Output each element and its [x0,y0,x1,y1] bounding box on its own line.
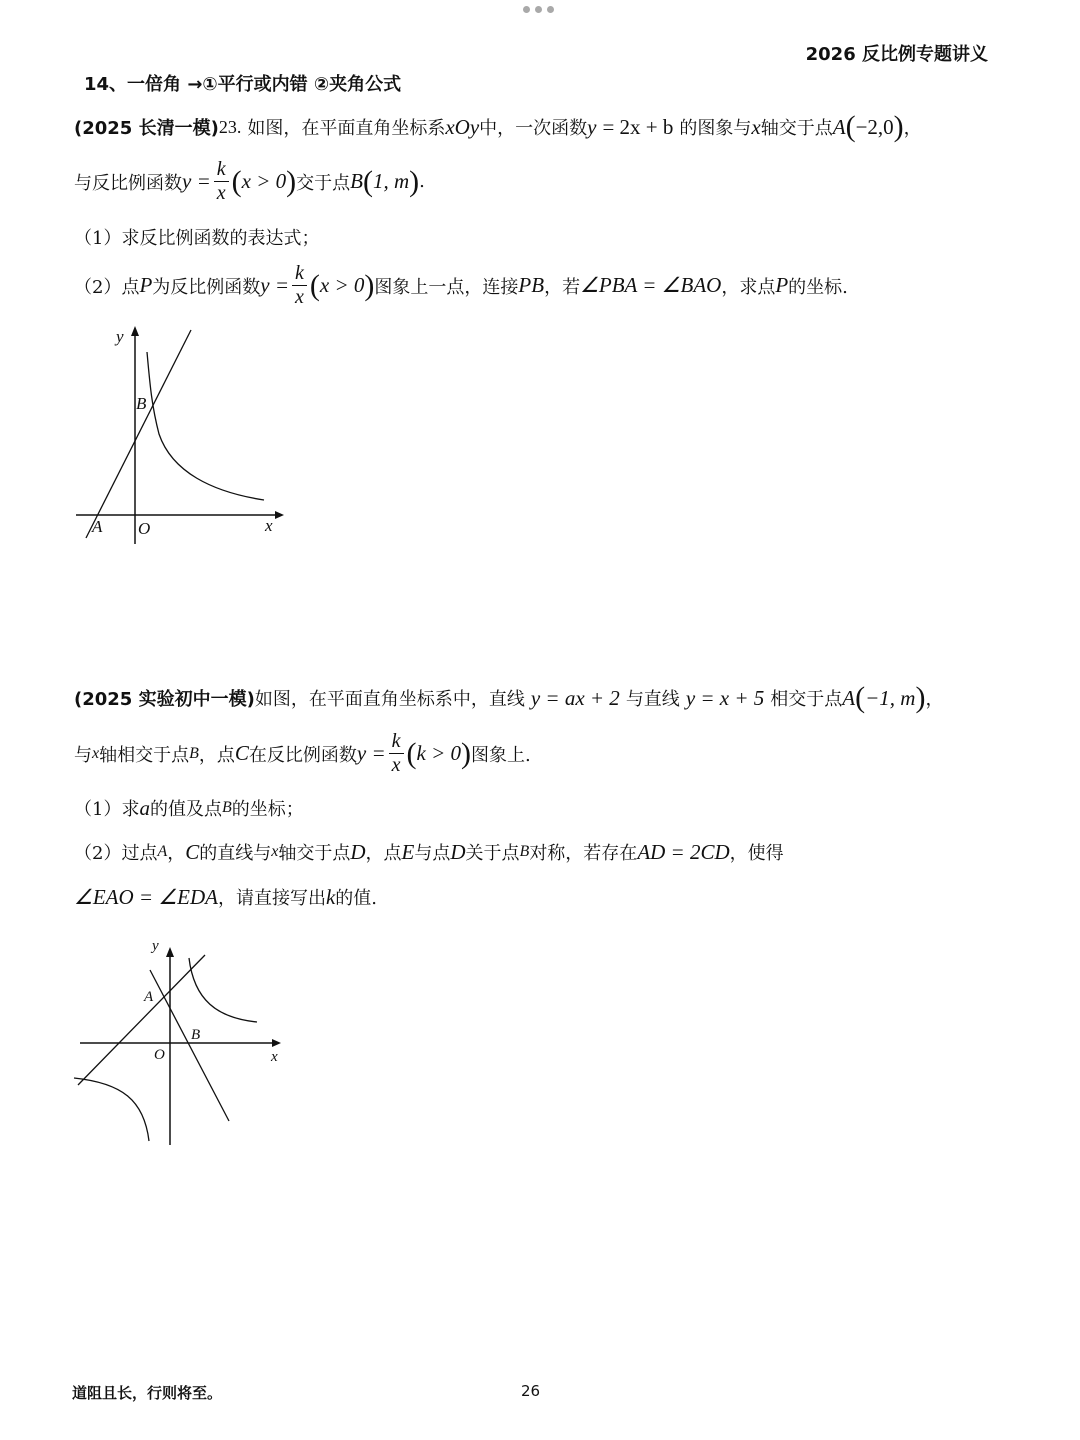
math-coord-system: xOy [445,114,480,139]
problem2-question2-cont [74,884,377,910]
math-point: C [234,741,249,765]
x-axis-label: x [265,516,273,535]
math-point: B [189,744,199,762]
y-axis-label: y [152,938,159,954]
problem1-question2: （2）点 P 为反比例函数 y = $\frac{k}{x}$ ( x > 0 ) 图象上一点，连接 PB ，若 ∠PBA = ∠BAO ，求点 P 的坐标. [74,262,848,308]
math-point-value: −2,0 [855,114,894,139]
point-a-label: A [92,517,103,536]
text: 对称，若存在 [529,843,638,864]
point-b-label: B [191,1027,201,1043]
math-fraction [292,262,307,309]
math-var: y = [260,273,290,297]
footer-motto: 道阻且长，行则将至。 [72,1384,223,1402]
math-point: B [350,169,363,193]
math-point-value: −1, m [865,685,916,710]
math-point: P [775,273,789,297]
text: ， [925,689,944,710]
text: ， [903,118,922,139]
math-var: y [587,114,597,139]
page-number: 26 [521,1382,541,1400]
problem2-source: (2025 实验初中一模) [74,689,255,710]
more-options-icon[interactable] [523,6,554,13]
hyperbola-branch-q3 [74,1078,149,1141]
math-point: B [519,843,530,860]
math-var: y = [182,169,211,193]
y-axis-arrow-icon [166,947,174,957]
text: 的坐标； [231,799,304,820]
text: 图象上. [471,744,531,766]
text: 为反比例函数 [152,276,261,298]
math-point: C [185,839,200,864]
math-condition: x > 0 [319,273,365,297]
text: 的坐标. [788,276,848,298]
line-y-eq-ax-plus-2 [150,970,229,1121]
x-axis-label: x [271,1049,278,1065]
problem1-figure [72,322,287,552]
text: 与点 [414,843,451,864]
problem2-question2 [74,839,784,865]
hyperbola-branch-q1 [189,958,257,1022]
origin-label: O [154,1047,165,1063]
math-var: x [751,114,761,139]
text: 如图，在平面直角坐标系中，直线 [254,689,525,710]
text: 与反比例函数 [74,172,182,194]
math-point: P [139,273,153,297]
text: 在反比例函数 [248,744,357,766]
math-var: x [92,744,100,762]
text: 轴相交于点 [99,744,190,766]
text: 交于点 [296,172,351,194]
text: 关于点 [465,843,520,864]
text: 轴交于点 [278,843,351,864]
x-axis-arrow-icon [272,1039,281,1047]
text: 轴交于点 [760,118,833,139]
math-numerator: k [216,158,226,180]
text: ，若 [544,276,581,298]
text: ， [167,843,186,864]
text: ，求点 [721,276,776,298]
text: 的值及点 [149,799,222,820]
problem1-source: (2025 长清一模) [74,118,219,139]
problem1-question1: （1）求反比例函数的表达式； [74,228,320,249]
text: 中，一次函数 [479,118,588,139]
math-var: x [271,843,279,860]
math-denominator: x [216,182,226,204]
text: 与直线 [625,689,680,710]
math-var: a [139,795,150,820]
problem1-number: 23. [218,116,242,137]
math-point: A [832,114,846,139]
math-segment: PB [518,273,545,297]
text: 与 [74,744,92,766]
line-y-eq-x-plus-5 [78,955,205,1085]
math-point: E [401,839,415,864]
text: ，点 [198,744,235,766]
text: （2）点 [74,276,140,298]
problem1-line1: (2025 长清一模) 23. 如图，在平面直角坐标系 xOy 中，一次函数 y = 2x + b 的图象与 x 轴交于点 A ( −2,0 ) ， [74,110,922,143]
math-angle-equation: ∠EAO = ∠EDA [74,884,218,909]
text: ，使得 [729,843,784,864]
math-angle-equation: ∠PBA = ∠BAO [580,273,722,297]
text: . [419,171,425,192]
text: 的图象与 [679,118,752,139]
linear-function-line [86,330,191,538]
text: 的直线与 [199,843,272,864]
math-numerator: k [295,262,304,284]
document-title: 2026 反比例专题讲义 [805,44,988,65]
text: （1）求 [74,799,140,820]
text: 的值. [335,888,378,909]
hyperbola-branch [147,352,264,500]
text: ，请直接写出 [217,888,326,909]
text: 图象上一点，连接 [374,276,519,298]
y-axis-arrow-icon [131,326,139,336]
math-condition: k > 0 [416,741,462,765]
math-linear-rhs: = 2x + b [602,114,674,139]
math-fraction [389,730,404,777]
math-denominator: x [295,286,304,308]
text: ，点 [365,843,402,864]
section-heading: 14、一倍角 →①平行或内错 ②夹角公式 [84,74,402,95]
math-equation: y = ax + 2 [530,685,620,710]
math-numerator: k [391,730,401,752]
math-equation: AD = 2CD [637,839,730,864]
math-var: y = [356,741,386,765]
problem2-figure [72,935,287,1150]
math-condition: x > 0 [241,169,287,193]
text: （2）过点 [74,843,158,864]
point-a-label: A [144,989,154,1005]
math-equation: y = x + 5 [685,685,765,710]
math-point: A [157,843,168,860]
x-axis-arrow-icon [275,511,284,519]
y-axis-label: y [116,327,124,346]
problem2-line1: (2025 实验初中一模) 如图，在平面直角坐标系中，直线 y = ax + 2 与直线 y = x + 5 相交于点 A ( −1, m ) ， [74,681,944,714]
math-point: B [221,799,232,816]
problem1-line2: 与反比例函数 y = $\frac{k}{x}$ ( x > 0 ) 交于点 B ( 1, m ) . [74,158,425,204]
point-b-label: B [136,394,147,413]
math-point-value: 1, m [372,169,410,193]
math-var: k [325,884,336,909]
problem2-question1 [74,795,304,821]
math-point: D [450,839,466,864]
math-fraction [214,158,229,205]
math-point: D [350,839,366,864]
math-point: A [842,685,856,710]
text: 相交于点 [770,689,843,710]
text: 如图，在平面直角坐标系 [247,118,446,139]
problem2-line2: 与 x 轴相交于点 B ，点 C 在反比例函数 y = $\frac{k}{x}$ ( k > 0 ) 图象上. [74,730,531,776]
origin-label: O [138,519,151,538]
math-denominator: x [391,754,401,776]
